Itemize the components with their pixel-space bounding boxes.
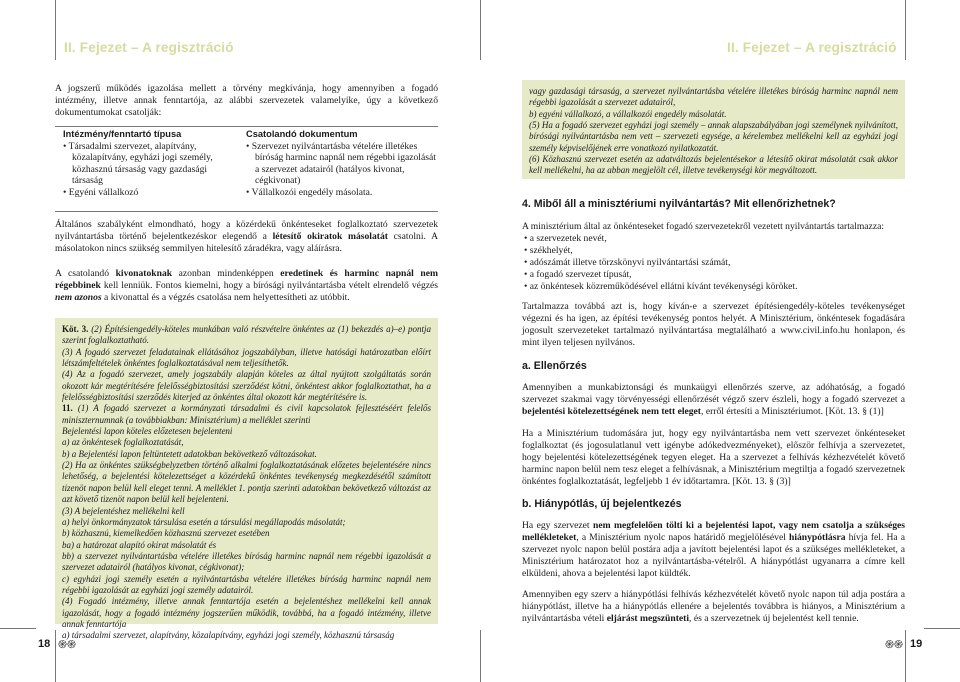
table-cell-type-2: • Egyéni vállalkozó	[63, 186, 139, 198]
left-para-general-rule: Általános szabályként elmondható, hogy a közérdekű önkénteseket foglalkoztató szervezetek nyilvántartásba történő bejelentkezéskor elegendő a létesítő okiratok másolatát csatolni. A másolatokon nincs szükség semmilyen hitelesítő záradékra, vagy aláírásra.	[55, 219, 439, 255]
running-header-right: II. Fejezet – A regisztráció	[727, 40, 897, 55]
ornament-left: ֍֍	[58, 639, 76, 651]
left-para-extracts: A csatolandó kivonatoknak azonban mindenképpen eredetinek és harminc napnál nem régebbinek kell lenniük. Fontos kiemelni, hogy a bírósági nyilvántartásba vételt elrendelő végzés nem azonos a kivonattal és a végzés csatolása nem helyettesítheti az utóbbit.	[55, 268, 438, 304]
box-line: (6) Közhasznú szervezet esetén az adatváltozás bejelentésekor a létesítő okirat másolatát csak akkor kell mellékelni, ha az abban megjelölt cél, illetve tevékenységi kör megváltozott.	[529, 154, 898, 176]
page-number-right: 19	[910, 638, 923, 650]
box-line: a) társadalmi szervezet, alapítvány, közalapítvány, egyházi jogi személy, közhasznú társaság	[62, 630, 395, 641]
law-excerpt-box-right	[522, 80, 905, 179]
subsection-a-para-1: Amennyiben a munkabiztonsági és munkaügyi ellenőrzés szerve, az adóhatóság, a fogadó szervezet szakmai vagy törvényességi ellenőrzését végző szerv észleli, hogy a fogadó szervezet a bejelentési kötelezettségének nem tett eleget, erről értesíti a Minisztériumot. [Köt. 13. § (1)]	[522, 382, 905, 418]
table-cell-doc-2: • Vállalkozói engedély másolata.	[246, 186, 373, 198]
registry-contents-list	[522, 233, 905, 293]
box-line: a) az önkéntesek foglalkoztatását,	[62, 437, 184, 448]
list-item: • az önkéntesek közreműködésével ellátni kívánt tevékenységi köröket.	[524, 281, 798, 293]
running-header-left: II. Fejezet – A regisztráció	[64, 40, 234, 55]
list-item: • adószámát illetve törzskönyvi nyilvántartási számát,	[524, 257, 731, 269]
page-number-left: 18	[38, 638, 51, 650]
list-item: • a fogadó szervezet típusát,	[524, 269, 632, 281]
box-line: c) egyházi jogi személy esetén a nyilvántartásba vételére illetékes bíróság harminc napnál nem régebbi igazolását az egyházi jogi személy adatairól.	[62, 573, 431, 595]
list-item: • a szervezetek nevét,	[524, 233, 607, 244]
crop-line-left-bottom	[55, 630, 56, 682]
section-4-intro: A minisztérium által az önkénteseket fogadó szervezetekről vezetett nyilvántartás tartalmazza:	[522, 221, 884, 232]
section-4-paragraph: Tartalmazza továbbá azt is, hogy kíván-e a szervezet építésiengedély-köteles tevékenységet végezni és ha igen, az építési tevékenység pontos helyét. A Minisztérium, önkéntesek fogadására jogosult szervezeteket tartalmazó nyilvántartása megtalálható a www.civil.info.hu honlapon, és mint ilyen teljesen nyilvános.	[522, 301, 905, 349]
list-item: • székhelyét,	[524, 245, 573, 257]
box-line: Köt. 3. (2) Építésiengedély-köteles munkában való részvételre önkéntes az (1) bekezdés a)–e) pontja szerint foglalkoztatható.	[62, 324, 431, 346]
box-line: (4) Az a fogadó szervezet, amely jogszabály alapján köteles az által nyújtott szolgáltatás során okozott kár megtérítésére felelősségbiztosítási szerződést kötni, önkéntest akkor foglalkoztathat, ha a felelősségbiztosítási szerződés kiterjed az önkéntes által okozott kár megtérítésére is.	[62, 369, 431, 403]
section-4-title: 4. Miből áll a minisztériumi nyilvántartás? Mit ellenőrizhetnek?	[522, 198, 836, 210]
box-line: vagy gazdasági társaság, a szervezet nyilvántartásba vételére illetékes bíróság harminc napnál nem régebbi igazolását a szervezet adatairól,	[529, 86, 898, 108]
bleed-line-left	[0, 628, 36, 629]
box-line: Bejelentési lapon köteles előzetesen bejelenteni	[62, 426, 233, 437]
subsection-b-para-2: Amennyiben egy szerv a hiánypótlási felhívás kézhezvételét követő nyolc napon túl adja postára a hiánypótlást, illetve ha a hiánypótlás ellenére a bejelentés továbbra is hiányos, a Minisztérium a nyilvántartásba vételi eljárást megszünteti, és a szervezetnek új bejelentést kell tennie.	[522, 589, 905, 625]
table-header-document: Csatolandó dokumentum	[246, 129, 358, 139]
table-bottom-rule	[55, 211, 438, 212]
box-line: b) egyéni vállalkozó, a vállalkozói engedély másolatát.	[529, 108, 727, 119]
table-header-type: Intézmény/fenntartó típusa	[63, 129, 182, 139]
box-line: (3) A bejelentéshez mellékelni kell	[62, 505, 185, 516]
crop-line-center-bottom	[480, 630, 481, 682]
box-line: b) a Bejelentési lapon feltüntetett adatokban bekövetkező változásokat.	[62, 448, 317, 459]
left-intro-paragraph: A jogszerű működés igazolása mellett a törvény megkívánja, hogy amennyiben a fogadó intézmény, illetve annak fenntartója, az alábbi szervezetek valamelyike, úgy a következő dokumentumokat csatolják:	[55, 83, 438, 119]
table-cell-doc-1: • Szervezet nyilvántartásba vételére illetékes bíróság harminc napnál nem régebbi igazolását a szervezet adatairól (hatályos kivonat, cégkivonat)	[246, 140, 436, 187]
box-line: ba) a határozat alapító okirat másolatát és	[62, 539, 217, 550]
table-cell-type-1: • Társadalmi szervezet, alapítvány, közalapítvány, egyházi jogi személy, közhasznú társaság vagy gazdasági társaság	[63, 140, 213, 187]
table-top-rule	[55, 126, 438, 127]
crop-line-center	[480, 0, 481, 60]
emphasis-founding-docs: létesítő okiratok másolatát	[272, 231, 388, 243]
crop-line-right	[905, 0, 906, 60]
box-line: 11. (1) A fogadó szervezet a kormányzati társadalmi és civil kapcsolatok fejlesztéséért felelős miniszternumnak (a továbbiakban: Minisztérium) a melléklet szerinti	[62, 403, 431, 425]
table-col-document	[246, 129, 436, 199]
crop-line-left	[55, 0, 56, 60]
law-excerpt-box-left	[55, 318, 438, 641]
box-line: (4) Fogadó intézmény, illetve annak fenntartója esetén a bejelentéshez mellékelni kell annak igazolását, hogy a fogadó intézmény jogszerűen működik, továbbá, ha a fogadó intézmény, illetve annak fenntartója	[62, 596, 431, 629]
subsection-b-para-1: Ha egy szervezet nem megfelelően tölti ki a bejelentési lapot, vagy nem csatolja a szükséges mellékleteket, a Minisztérium nyolc napos határidő megjelölésével hiánypótlásra hívja fel. Ha a szervezet nyolc napon belül postára adja a javított bejelentési lapot és a szükséges mellékleteket, a Minisztérium határozatot hoz a nyilvántartásba-vételről. A hiánypótlást ugyanarra a címre kell elküldeni, ahova a bejelentési lapot küldték.	[522, 520, 905, 580]
subsection-b-title: b. Hiánypótlás, új bejelentkezés	[522, 498, 682, 510]
box-line: (3) A fogadó szervezet feladatainak ellátásához jogszabályban, illetve hatósági határozatban előírt létszámfeltételek önkéntes foglalkoztatásával nem teljesíthetők.	[62, 346, 431, 369]
subsection-a-para-2: Ha a Minisztérium tudomására jut, hogy egy nyilvántartásba nem vett szervezet önkénteseket foglalkoztat (és jogosulatlanul vett igénybe adókedvezményeket), először felhívja a szervezetet, hogy bejelentési kötelezettségének tegyen eleget. Ha a szervezet a felhívás kézhezvételét követő harminc napon belül nem tesz eleget a felhívásnak, a Minisztérium megtiltja a fogadó szervezetnek önkéntes foglalkoztatását, legfeljebb 1 év időtartamra. [Köt. 13. § (3)]	[522, 428, 905, 488]
box-line: bb) a szervezet nyilvántartásba vételére illetékes bíróság harminc napnál nem régebbi igazolását a szervezet adatairól (hatályos kivonat, cégkivonat);	[62, 550, 431, 573]
ornament-right: ֍֍	[885, 639, 903, 651]
subsection-a-title: a. Ellenőrzés	[522, 360, 587, 372]
box-line: a) helyi önkormányzatok társulása esetén a társulási megállapodás másolatát;	[62, 516, 346, 527]
box-line: (5) Ha a fogadó szervezet egyházi jogi személy – annak alapszabályában jogi személynek nyilvánított, bírósági nyilvántartásba nem vett – szervezeti egysége, a kérelembez mellékelni kell az egyházi jogi személy képviselőjének erre vonatkozó nyilatkozatát.	[529, 120, 898, 153]
crop-line-right-bottom	[905, 630, 906, 682]
box-line: b) közhasznú, kiemelkedően közhasznú szervezet esetében	[62, 528, 270, 539]
table-col-type	[63, 129, 233, 199]
bleed-line-right	[924, 628, 960, 629]
box-line: (2) Ha az önkéntes szükségbelyzetben történő alkalmi foglalkoztatásának előzetes bejelentésére nincs lehetőség, a bejelentési kötelezettséget a közérdekű önkéntes tevékenység megkezdésétől számított tizenöt napon belül kell eleget tenni. A melléklet 1. pontja szerinti adatokban bekövetkező változást az azt követő tizenöt napon belül kell bejelenteni.	[62, 460, 431, 505]
